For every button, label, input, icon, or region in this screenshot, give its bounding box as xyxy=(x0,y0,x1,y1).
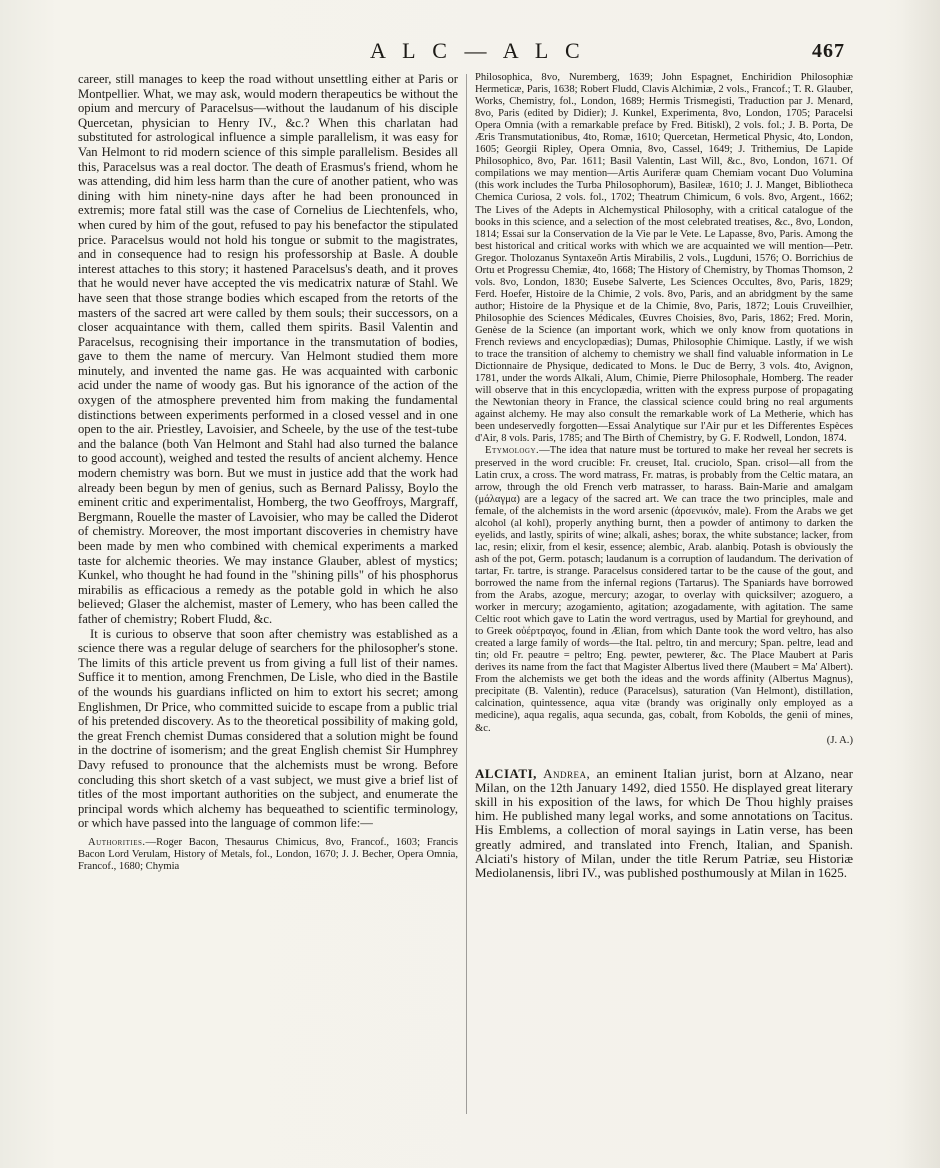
authorities-continued: Philosophica, 8vo, Nuremberg, 1639; John Espagnet, Enchiridion Philosophiæ Hermeticæ, Paris, 1638; Robert Fludd, Clavis Alchimiæ, 2 vols., Francof.; T. R. Glauber, Works, Chemistry, fol., London, 1689; Hermis Trismegisti, Traduction par J. Menard, 8vo, Paris (edited by Didier); J. Kunkel, Experimenta, 8vo, London, 1705; Paracelsi Opera Omnia (with a remarkable preface by Fred. Bitiskl), 2 vols. fol.; J. B. Porta, De Æris Transmutationibus, 4to, Romæ, 1610; Quercetan, Hermetical Physic, 4to, London, 1605; Georgii Ripley, Opera Omnia, 8vo, Cassel, 1649; J. Trithemius, De Lapide Philosophico, 8vo, Par. 1611; Basil Valentin, Last Will, &c., 8vo, London, 1671. Of compilations we may mention—Artis Auriferæ quam Chemiam vocant Duo Volumina (this work includes the Turba Philosophorum), Basileæ, 1610; J. J. Manget, Bibliotheca Chemica Curiosa, 2 vols. fol., 1702; Theatrum Chimicum, 6 vols. 8vo, Argent., 1662; The Lives of the Adepts in Alchemystical Philosophy, with a critical catalogue of the books in this science, and a selection of the most celebrated treatises, &c., 8vo, London, 1814; Essai sur la Conservation de la Vie par le Vete. Le Lapasse, 8vo, Paris. Among the best historical and critical works with which we are acquainted we will mention—Petr. Gregor. Tholozanus Syntaxeōn Artis Mirabilis, 2 vols., Lugduni, 1576; O. Borrichius de Ortu et Progressu Chemiæ, 4to, 1668; The History of Chemistry, by Thomas Thomson, 2 vols. 8vo, London, 1830; Eusebe Salverte, Les Sciences Occultes, 8vo, Paris, 1829; Ferd. Hoefer, Histoire de la Chimie, 2 vols. 8vo, Paris, and an abridgment by the same author; Histoire de la Physique et de la Chimie, 8vo, Paris, 1872; Louis Cruveilhier, Philosophie des Sciences Médicales, Œuvres Choisies, 8vo, Paris, 1862; Fred. Morin, Genèse de la Science (an important work, which we only know from quotations in French reviews and encyclopædias); Dumas, Philosophie Chimique. Lastly, if we wish to trace the transition of alchemy to chemistry we shall find valuable information in Le Dictionnaire de Physique, dedicated to Mons. le Duc de Berry, 3 vols. 4to, Avignon, 1781, under the words Alkali, Alum, Chimie, Pierre Philosophale, Homberg. The reader will observe that in this encyclopædia, written with the express purpose of propagating the Newtonian theory in France, the classical science could bring no real arguments against alchemy. He may also consult the remarkable work of La Metherie, which has been undeservedly forgotten—Essai Analytique sur l'Air pur et les Differentes Espèces d'Air, 8 vols. Paris, 1785; and The Birth of Chemistry, by G. F. Rodwell, London, 1874. xyxy=(475,72,853,445)
running-head-title: A L C — A L C xyxy=(370,38,586,63)
entry-given-name: Andrea, xyxy=(543,765,591,781)
left-column xyxy=(78,72,458,873)
entry-headword: ALCIATI, xyxy=(475,765,537,781)
entry-alciati xyxy=(475,767,853,881)
page-edge-shadow xyxy=(900,0,940,1168)
column-divider xyxy=(466,74,467,1114)
etymology-label: Etymology. xyxy=(485,445,540,457)
authorities-text: —Roger Bacon, Thesaurus Chimicus, 8vo, Francof., 1603; Francis Bacon Lord Verulam, History of Metals, fol., London, 1670; J. J. Becher, Opera Omnia, Francof., 1680; Chymia xyxy=(78,836,458,872)
authorities-label: Authorities. xyxy=(88,836,146,848)
author-signature: (J. A.) xyxy=(826,734,853,746)
paragraph-paracelsus: career, still manages to keep the road without unsettling either at Paris or Montpellier. What, we may ask, would modern therapeutics be without the opium and mercury of Paracelsus—without the laudanum of his disciple Quercetan, physician to Henry IV., &c.? When this charlatan had substituted for astrological influence a simple parallelism, it was easy for Van Helmont to rid modern science of this simple parallelism. Besides all this, Paracelsus was a real doctor. The death of Erasmus's friend, whom he was attending, did him less harm than the cure of another patient, who was dining with him ninety-nine days after he had been pronounced in extremis; more fatal still was the case of Cornelius de Liechtenfels, who, when cured by him of the gout, refused to pay his benefactor the stipulated price. Paracelsus would not hold his tongue or submit to the magistrates, and in consequence had to resign his professorship at Basle. A double interest attaches to this story; it hastened Paracelsus's death, and it proves that he would never have accepted the vis medicatrix naturæ of Stahl. We have seen that those strange bodies which escaped from the retorts of the masters of the sacred art were called by them souls; their successors, on a closer acquaintance with them, called them spirits. Basil Valentin and Paracelsus, recognising their importance in the transmutation of bodies, gave to them the name of mercury. Van Helmont studied them more minutely, and invented the name gas. He was acquainted with carbonic acid under the name of woody gas. But his ignorance of the action of the oxygen of the atmosphere prevented him from making the fundamental distinctions between experiments performed in a closed vessel and in one open to the air. Priestley, Lavoisier, and Scheele, by the use of the test-tube and the balance (both Van Helmont and Stahl had also turned the balance to good account), weighed and tested the results of ancient alchemy. Hence modern chemistry was born. But we must in justice add that the work had already been begun by men of genius, such as Bernard Palissy, Boylo the eminent critic and experimentalist, Homberg, the two Geoffroys, Margraff, Bergmann, Rouelle the master of Lavoisier, who may be called the Diderot of chemistry. Moreover, the most important discoveries in chemistry have been made by men who combined with chemical experiments a marked taste for alchemic theories. We may instance Glauber, ablest of mystics; Kunkel, who thought he had found in the "shining pills" of his phosphorus mirabilis as efficacious a remedy as the potable gold in which he also believed; Glaser the alchemist, master of Lemery, who has been called the father of chemistry; Robert Fludd, &c. xyxy=(78,72,458,626)
etymology-text: —The idea that nature must be tortured to make her reveal her secrets is preserved in the word crucible: Fr. creuset, Ital. cruciolo, Span. crisol—all from the Latin crux, a cross. The word matrass, Fr. matras, is probably from the Celtic matara, an arrow, through the old French verb matrasser, to harass. Bain-Marie and amalgam (μάλαγμα) are a legacy of the sacred art. We can trace the two principles, male and female, of the alchemists in the word arsenic (ἀρσενικόν, male). From the Arabs we get alcohol (al kohl), properly anything burnt, then a powder of antimony to darken the eyelids, and lastly, spirits of wine; alkali, ashes; borax, the white substance; lacker, from lac, resin; elixir, from el kesir, essence; alembic, Arab. alanbiq. Potash is obviously the ash of the pot, Germ. potasch; laudanum is a corruption of laudandum. The derivation of tartar, Fr. tartre, is strange. Paracelsus considered tartar to be the cause of the gout, and borrowed the name from the infernal regions (Tartarus). The Spaniards have borrowed from the Arabs, azogue, mercury; azogar, to overlay with quicksilver; azoguero, a worker in mercury; azogamiento, agitation; azogadamente, with agitation. The same Celtic root which gave to Latin the word vertragus, used by Martial for greyhound, and to Greek οὐέρτραγος, found in Ælian, from which Dante took the word veltro, has also created a large family of words—the Ital. peltro, tin and mercury; Span. peltre, lead and tin; old Fr. peautre = peltro; Eng. pewter, pewterer, &c. The Place Maubert at Paris derives its name from the fact that Magister Albertus lived there (Maubert = Ma' Albert). From the alchemists we get both the ideas and the words affinity (Albertus Magnus), precipitate (B. Valentin), reduce (Paracelsus), saturation (Van Helmont), distillation, calcination, quintessence, aqua vitæ (brandy was originally only employed as a medicine), aqua regalis, aqua secunda, gas, cobalt, from Kobolds, the genii of mines, &c. xyxy=(475,445,853,734)
entry-text: an eminent Italian jurist, born at Alzano, near Milan, on the 12th January 1492, died 1550. He displayed great literary skill in his exposition of the laws, for which De Thou highly praises him. He published many legal works, and some annotations on Tacitus. His Emblems, a collection of moral sayings in Latin verse, has been greatly admired, and translated into French, Italian, and Spanish. Alciati's history of Milan, under the title Rerum Patriæ, seu Historiæ Mediolanensis, libri IV., was published posthumously at Milan in 1625. xyxy=(475,765,853,881)
right-column xyxy=(475,72,853,880)
running-head xyxy=(0,38,940,68)
authorities-block xyxy=(78,837,458,873)
page-number: 467 xyxy=(812,40,845,62)
paragraph-searchers: It is curious to observe that soon after chemistry was established as a science there was a regular deluge of searchers for the philosopher's stone. The limits of this article prevent us from giving a full list of their names. Suffice it to mention, among Frenchmen, De Lisle, who died in the Bastile of the wounds his guardians inflicted on him to extort his secret; among Englishmen, Dr Price, who committed suicide to escape from a public trial of his pretended discovery. As to the theoretical possibility of making gold, the great French chemist Dumas considered that a solution might be found in the doctrine of isomerism; and the great English chemist Sir Humphrey Davy refused to pronounce that the alchemists must be wrong. Before concluding this short sketch of a vast subject, we must give a brief list of titles of the most important authorities on the subject, and enumerate the principal words which alchemy has bequeathed to scientific terminology, or which have passed into the language of common life:— xyxy=(78,626,458,831)
left-body xyxy=(78,72,458,831)
right-small-text xyxy=(475,72,853,747)
